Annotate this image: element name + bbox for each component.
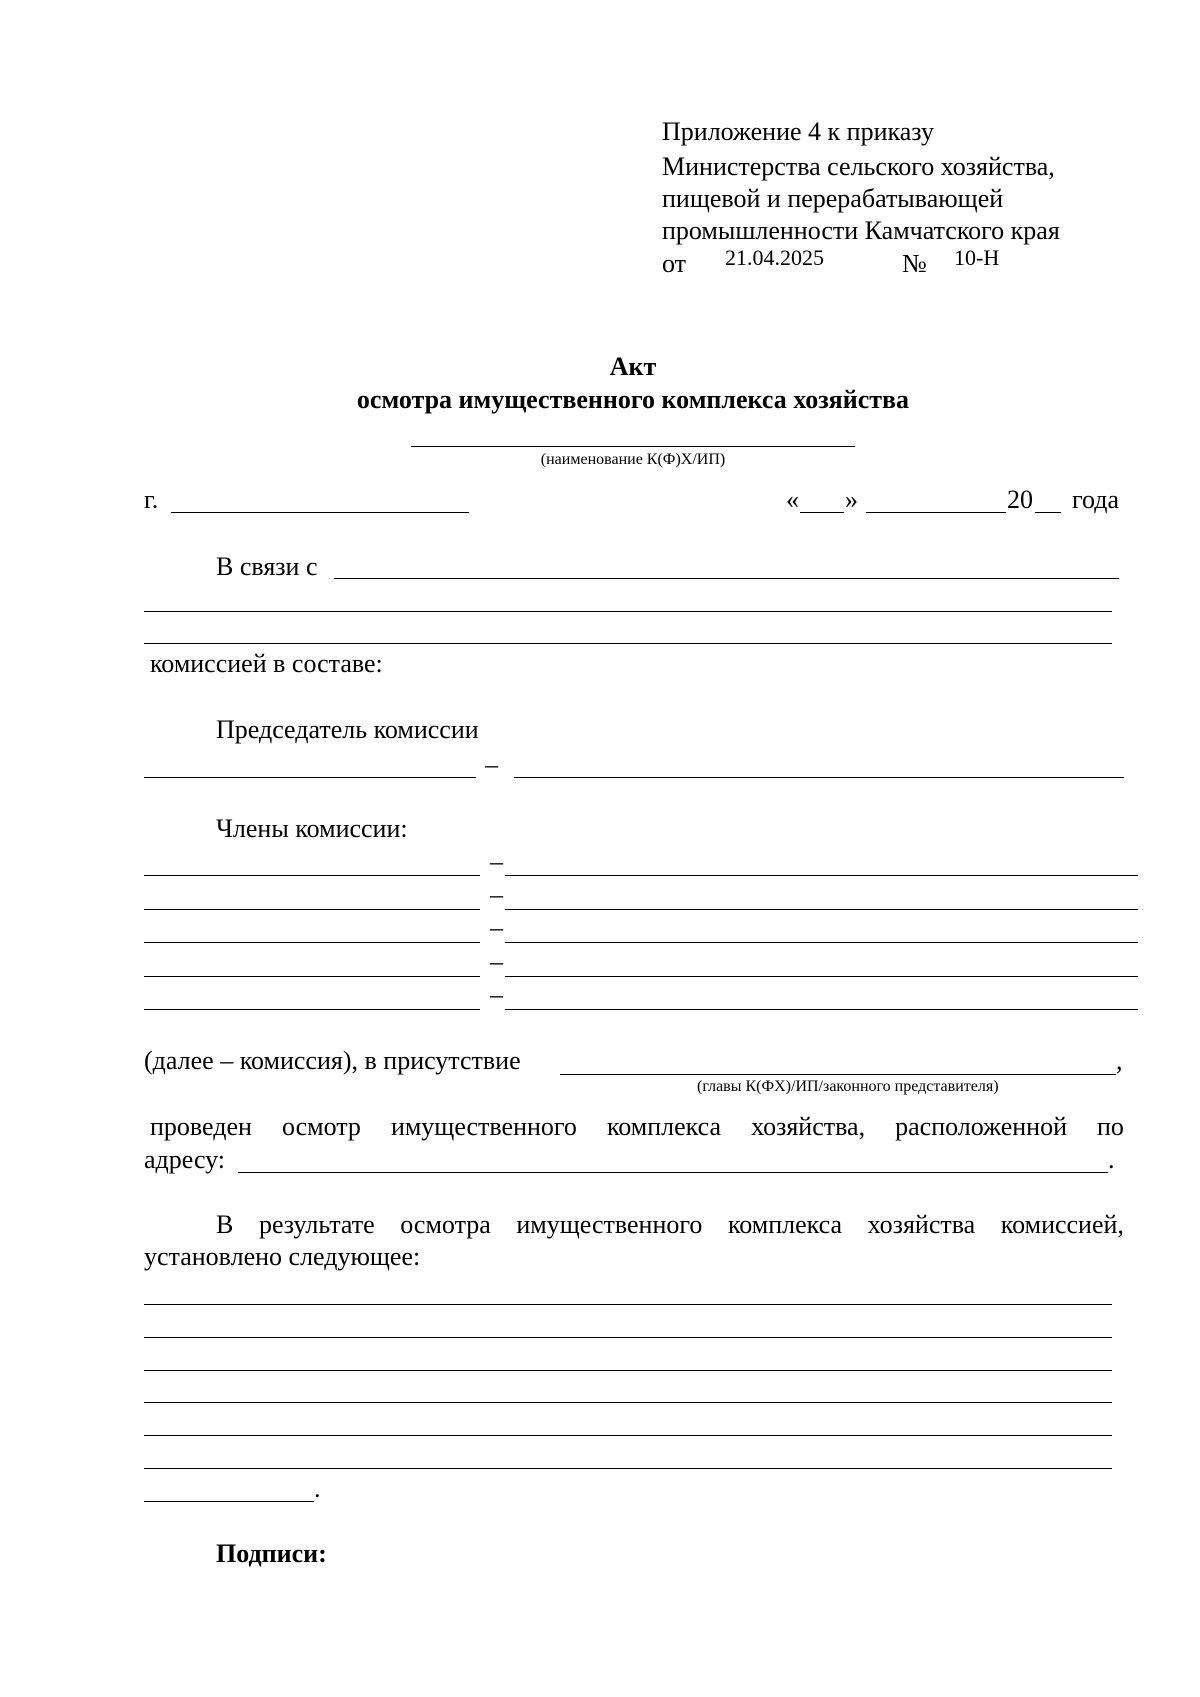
in-connection-label: В связи с: [216, 552, 318, 581]
doc-title-line-1: Акт: [609, 352, 657, 381]
result-line-1: [216, 1209, 1124, 1241]
member-dash: –: [490, 847, 503, 876]
member-dash: –: [490, 980, 503, 1009]
inspection-word: по: [1097, 1112, 1124, 1141]
chairman-position-line: [514, 777, 1124, 778]
chairman-name-line: [144, 777, 476, 778]
member-name-line: [144, 942, 480, 943]
inspection-word: комплекса: [606, 1112, 722, 1141]
result-word: комиссией,: [1000, 1210, 1124, 1239]
result-line: [144, 1304, 1112, 1305]
farm-name-line: [411, 446, 855, 447]
result-word: В: [216, 1210, 234, 1239]
header-date: 21.04.2025: [725, 245, 824, 270]
signatures-heading: Подписи:: [216, 1539, 327, 1568]
member-name-line: [144, 1009, 480, 1010]
member-name-line: [144, 875, 480, 876]
address-line: [238, 1172, 1108, 1173]
presence-text: (далее – комиссия), в присутствие: [144, 1046, 521, 1075]
reason-line-3: [144, 643, 1112, 644]
member-dash: –: [490, 880, 503, 909]
members-label: Члены комиссии:: [216, 814, 408, 843]
chairman-dash: –: [485, 750, 498, 779]
reason-line-2: [144, 611, 1112, 612]
result-line: [144, 1337, 1112, 1338]
presence-line: [560, 1074, 1116, 1075]
member-position-line: [505, 976, 1138, 977]
member-dash: –: [490, 913, 503, 942]
commission-composition: комиссией в составе:: [150, 649, 383, 678]
header-line-2: Министерства сельского хозяйства,: [662, 152, 1055, 181]
header-number: 10-Н: [954, 245, 1000, 270]
doc-title-line-2: осмотра имущественного комплекса хозяйства: [356, 385, 910, 414]
city-prefix: г.: [144, 485, 159, 514]
inspection-word: хозяйства,: [751, 1112, 866, 1141]
header-line-1: Приложение 4 к приказу: [662, 117, 935, 146]
result-period: .: [314, 1474, 321, 1503]
member-position-line: [505, 942, 1138, 943]
result-line: [144, 1402, 1112, 1403]
reason-line-1: [334, 578, 1119, 579]
result-word: комплекса: [727, 1210, 843, 1239]
year-prefix: 20: [1007, 485, 1033, 514]
result-word: результате: [258, 1210, 375, 1239]
member-name-line: [144, 909, 480, 910]
address-label: адресу:: [144, 1145, 226, 1174]
farm-name-caption: (наименование К(Ф)Х/ИП): [540, 451, 726, 468]
header-line-4: промышленности Камчатского края: [662, 216, 1060, 245]
member-position-line: [505, 1009, 1138, 1010]
member-dash: –: [490, 947, 503, 976]
year-line: [1035, 512, 1061, 513]
result-line-2: установлено следующее:: [144, 1242, 421, 1271]
inspection-word: имущественного: [390, 1112, 577, 1141]
date-quote-open: «: [786, 485, 799, 514]
member-position-line: [505, 909, 1138, 910]
year-suffix: года: [1072, 485, 1120, 514]
result-word: осмотра: [400, 1210, 491, 1239]
chairman-label: Председатель комиссии: [216, 715, 479, 744]
member-position-line: [505, 875, 1138, 876]
header-from-label: от: [662, 249, 687, 278]
city-line: [171, 512, 469, 513]
inspection-word: расположенной: [895, 1112, 1067, 1141]
date-quote-close: »: [845, 485, 858, 514]
member-name-line: [144, 976, 480, 977]
presence-comma: ,: [1116, 1046, 1123, 1075]
result-line: [144, 1370, 1112, 1371]
inspection-word: осмотр: [281, 1112, 361, 1141]
result-line-short: [144, 1501, 314, 1502]
presence-caption: (главы К(ФХ)/ИП/законного представителя): [697, 1078, 999, 1095]
result-word: хозяйства: [867, 1210, 976, 1239]
day-line: [800, 512, 844, 513]
month-line: [866, 512, 1006, 513]
inspection-word: проведен: [150, 1112, 252, 1141]
result-word: имущественного: [516, 1210, 703, 1239]
header-number-label: №: [902, 249, 927, 278]
inspection-line-1: [150, 1111, 1124, 1143]
header-line-3: пищевой и перерабатывающей: [662, 184, 1004, 213]
address-period: .: [1108, 1145, 1115, 1174]
result-line: [144, 1468, 1112, 1469]
result-line: [144, 1435, 1112, 1436]
